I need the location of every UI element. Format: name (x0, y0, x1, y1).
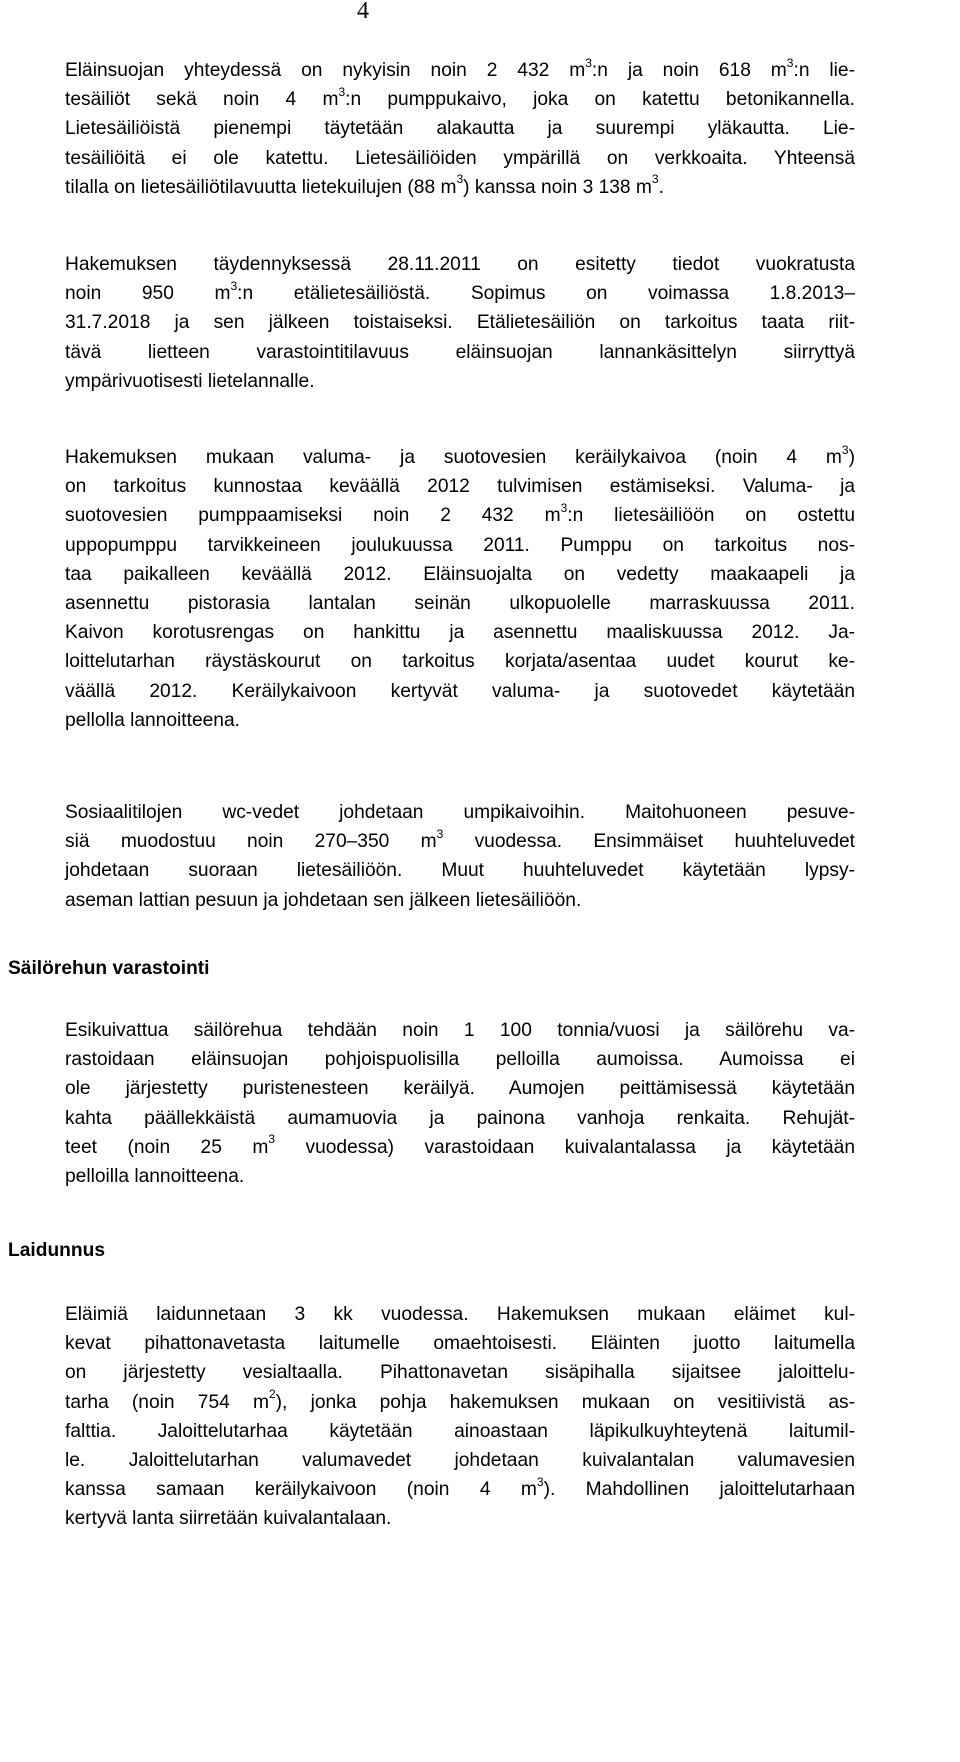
text-segment: teet (noin 25 m (65, 1136, 269, 1158)
text-line (65, 1074, 855, 1103)
text-line (65, 1104, 855, 1133)
text-segment: :n etälietesäiliöstä. Sopimus on voimassa 1.8.2013– (237, 283, 855, 305)
text-segment: uppopumppu tarvikkeineen joulukuussa 2011. Pumppu on tarkoitus nos- (65, 534, 855, 556)
text-segment: pelloilla lannoitteena. (65, 1165, 245, 1187)
text-segment: tesäiliöitä ei ole katettu. Lietesäiliöiden ympärillä on verkkoaita. Yhteensä (65, 147, 855, 169)
text-segment: :n lietesäiliöön on ostettu (567, 505, 855, 527)
text-segment: Lietesäiliöistä pienempi täytetään alakautta ja suurempi yläkautta. Lie- (65, 118, 855, 140)
text-segment: ympärivuotisesti lietelannalle. (65, 370, 315, 392)
text-segment: ), jonka pohja hakemuksen mukaan on vesitiivistä as- (275, 1391, 855, 1413)
text-line (65, 531, 855, 560)
text-segment: Hakemuksen täydennyksessä 28.11.2011 on esitetty tiedot vuokratusta (65, 254, 855, 275)
text-segment: taa paikalleen keväällä 2012. Eläinsuojalta on vedetty maakaapeli ja (65, 563, 855, 585)
text-segment: ). Mahdollinen jaloittelutarhaan (543, 1479, 855, 1501)
text-line (65, 472, 855, 501)
text-segment: väällä 2012. Keräilykaivoon kertyvät valuma- ja suotovedet käytetään (65, 680, 855, 702)
text-line (65, 706, 855, 735)
superscript: 3 (436, 826, 444, 841)
text-line (65, 114, 855, 143)
text-line (65, 308, 855, 337)
text-segment: asennettu pistorasia lantalan seinän ulkopuolelle marraskuussa 2011. (65, 592, 855, 614)
text-segment: siä muodostuu noin 270–350 m (65, 831, 437, 853)
text-line (65, 501, 855, 530)
superscript: 3 (268, 1132, 276, 1147)
text-line (65, 1045, 855, 1074)
text-line (65, 560, 855, 589)
text-line (65, 1162, 855, 1191)
text-segment: Sosiaalitilojen wc-vedet johdetaan umpikaivoihin. Maitohuoneen pesuve- (65, 802, 855, 823)
text-line (65, 1504, 855, 1533)
text-line (65, 1358, 855, 1387)
text-segment: Esikuivattua säilörehua tehdään noin 1 100 tonnia/vuosi ja säilörehu va- (65, 1020, 855, 1041)
text-line (65, 827, 855, 856)
text-segment: ole järjestetty puristenesteen keräilyä. Aumojen peittämisessä käytetään (65, 1078, 855, 1100)
text-segment: ) kanssa noin 3 138 m (463, 176, 652, 198)
text-line (65, 1133, 855, 1162)
superscript: 3 (560, 500, 568, 515)
superscript: 3 (585, 55, 592, 70)
text-segment: tävä lietteen varastointitilavuus eläinsuojan lannankäsittelyn siirryttyä (65, 341, 855, 363)
text-segment: pellolla lannoitteena. (65, 709, 240, 731)
superscript: 3 (230, 278, 238, 293)
text-segment: ) (848, 447, 855, 468)
text-line (65, 85, 855, 114)
text-segment: on järjestetty vesialtaalla. Pihattonavetan sisäpihalla sijaitsee jaloittelu- (65, 1362, 855, 1384)
text-segment: suotovesien pumppaamiseksi noin 2 432 m (65, 505, 561, 527)
superscript: 2 (268, 1387, 276, 1402)
text-line (65, 56, 855, 85)
text-segment: Kaivon korotusrengas on hankittu ja asennettu maaliskuussa 2012. Ja- (65, 622, 855, 644)
text-segment: kahta päällekkäistä aumamuovia ja painona vanhoja renkaita. Rehujät- (65, 1107, 855, 1129)
text-segment: tarha (noin 754 m (65, 1391, 269, 1413)
text-line (65, 856, 855, 885)
text-line (65, 338, 855, 367)
text-line (65, 1329, 855, 1358)
text-line (65, 647, 855, 676)
superscript: 3 (456, 172, 464, 187)
text-segment: 31.7.2018 ja sen jälkeen toistaiseksi. Etälietesäiliön on tarkoitus taata riit- (65, 312, 855, 334)
superscript: 3 (841, 442, 849, 457)
text-line (65, 1016, 855, 1045)
text-segment: :n lie- (793, 60, 855, 81)
text-line (65, 1417, 855, 1446)
text-line (65, 1475, 855, 1504)
text-line (65, 250, 855, 279)
text-segment: loittelutarhan räystäskourut on tarkoitus korjata/asentaa uudet kourut ke- (65, 651, 855, 673)
text-line (65, 1300, 855, 1329)
text-segment: le. Jaloittelutarhan valumavedet johdetaan kuivalantalan valumavesien (65, 1449, 855, 1471)
text-line (65, 886, 855, 915)
page-number: 4 (357, 0, 369, 24)
text-line (65, 1388, 855, 1417)
text-line (65, 367, 855, 396)
text-line (65, 144, 855, 173)
text-segment: . (658, 176, 664, 198)
text-segment: kanssa samaan keräilykaivoon (noin 4 m (65, 1479, 537, 1501)
text-line (65, 798, 855, 827)
text-segment: Hakemuksen mukaan valuma- ja suotovesien keräilykaivoa (noin 4 m (65, 447, 842, 468)
text-line (65, 173, 855, 202)
text-segment: aseman lattian pesuun ja johdetaan sen jälkeen lietesäiliöön. (65, 889, 582, 911)
text-line (65, 589, 855, 618)
paragraph-silage (65, 1016, 855, 1191)
heading-grazing: Laidunnus (8, 1240, 105, 1261)
paragraph-collection-well (65, 443, 855, 735)
text-segment: kertyvä lanta siirretään kuivalantalaan. (65, 1508, 392, 1530)
heading-silage-storage: Säilörehun varastointi (8, 958, 210, 979)
text-segment: kevat pihattonavetasta laitumelle omaehtoisesti. Eläinten juotto laitumella (65, 1333, 855, 1355)
text-line (65, 443, 855, 472)
text-segment: johdetaan suoraan lietesäiliöön. Muut huuhteluvedet käytetään lypsy- (65, 860, 855, 882)
paragraph-tank-overview (65, 56, 855, 202)
text-segment: Eläinsuojan yhteydessä on nykyisin noin 2 432 m (65, 60, 586, 81)
text-segment: vuodessa. Ensimmäiset huuhteluvedet (443, 831, 856, 853)
text-segment: vuodessa) varastoidaan kuivalantalassa ja käytetään (275, 1136, 855, 1158)
text-segment: on tarkoitus kunnostaa keväällä 2012 tulvimisen estämiseksi. Valuma- ja (65, 476, 855, 498)
text-line (65, 279, 855, 308)
superscript: 3 (338, 84, 346, 99)
paragraph-grazing (65, 1300, 855, 1534)
text-segment: noin 950 m (65, 283, 231, 305)
text-segment: :n pumppukaivo, joka on katettu betonikannella. (345, 89, 855, 111)
text-segment: rastoidaan eläinsuojan pohjoispuolisilla pelloilla aumoissa. Aumoissa ei (65, 1049, 855, 1071)
superscript: 3 (651, 172, 659, 187)
paragraph-remote-tank (65, 250, 855, 396)
text-segment: falttia. Jaloittelutarhaa käytetään ainoastaan läpikulkuyhteytenä laitumil- (65, 1420, 855, 1442)
superscript: 3 (786, 55, 794, 70)
text-segment: :n ja noin 618 m (591, 60, 787, 81)
paragraph-wastewater (65, 798, 855, 915)
text-line (65, 677, 855, 706)
superscript: 3 (536, 1474, 544, 1489)
text-segment: Eläimiä laidunnetaan 3 kk vuodessa. Hakemuksen mukaan eläimet kul- (65, 1304, 855, 1325)
text-segment: tesäiliöt sekä noin 4 m (65, 89, 339, 111)
text-line (65, 1446, 855, 1475)
text-segment: tilalla on lietesäiliötilavuutta lietekuilujen (88 m (65, 176, 457, 198)
text-line (65, 618, 855, 647)
